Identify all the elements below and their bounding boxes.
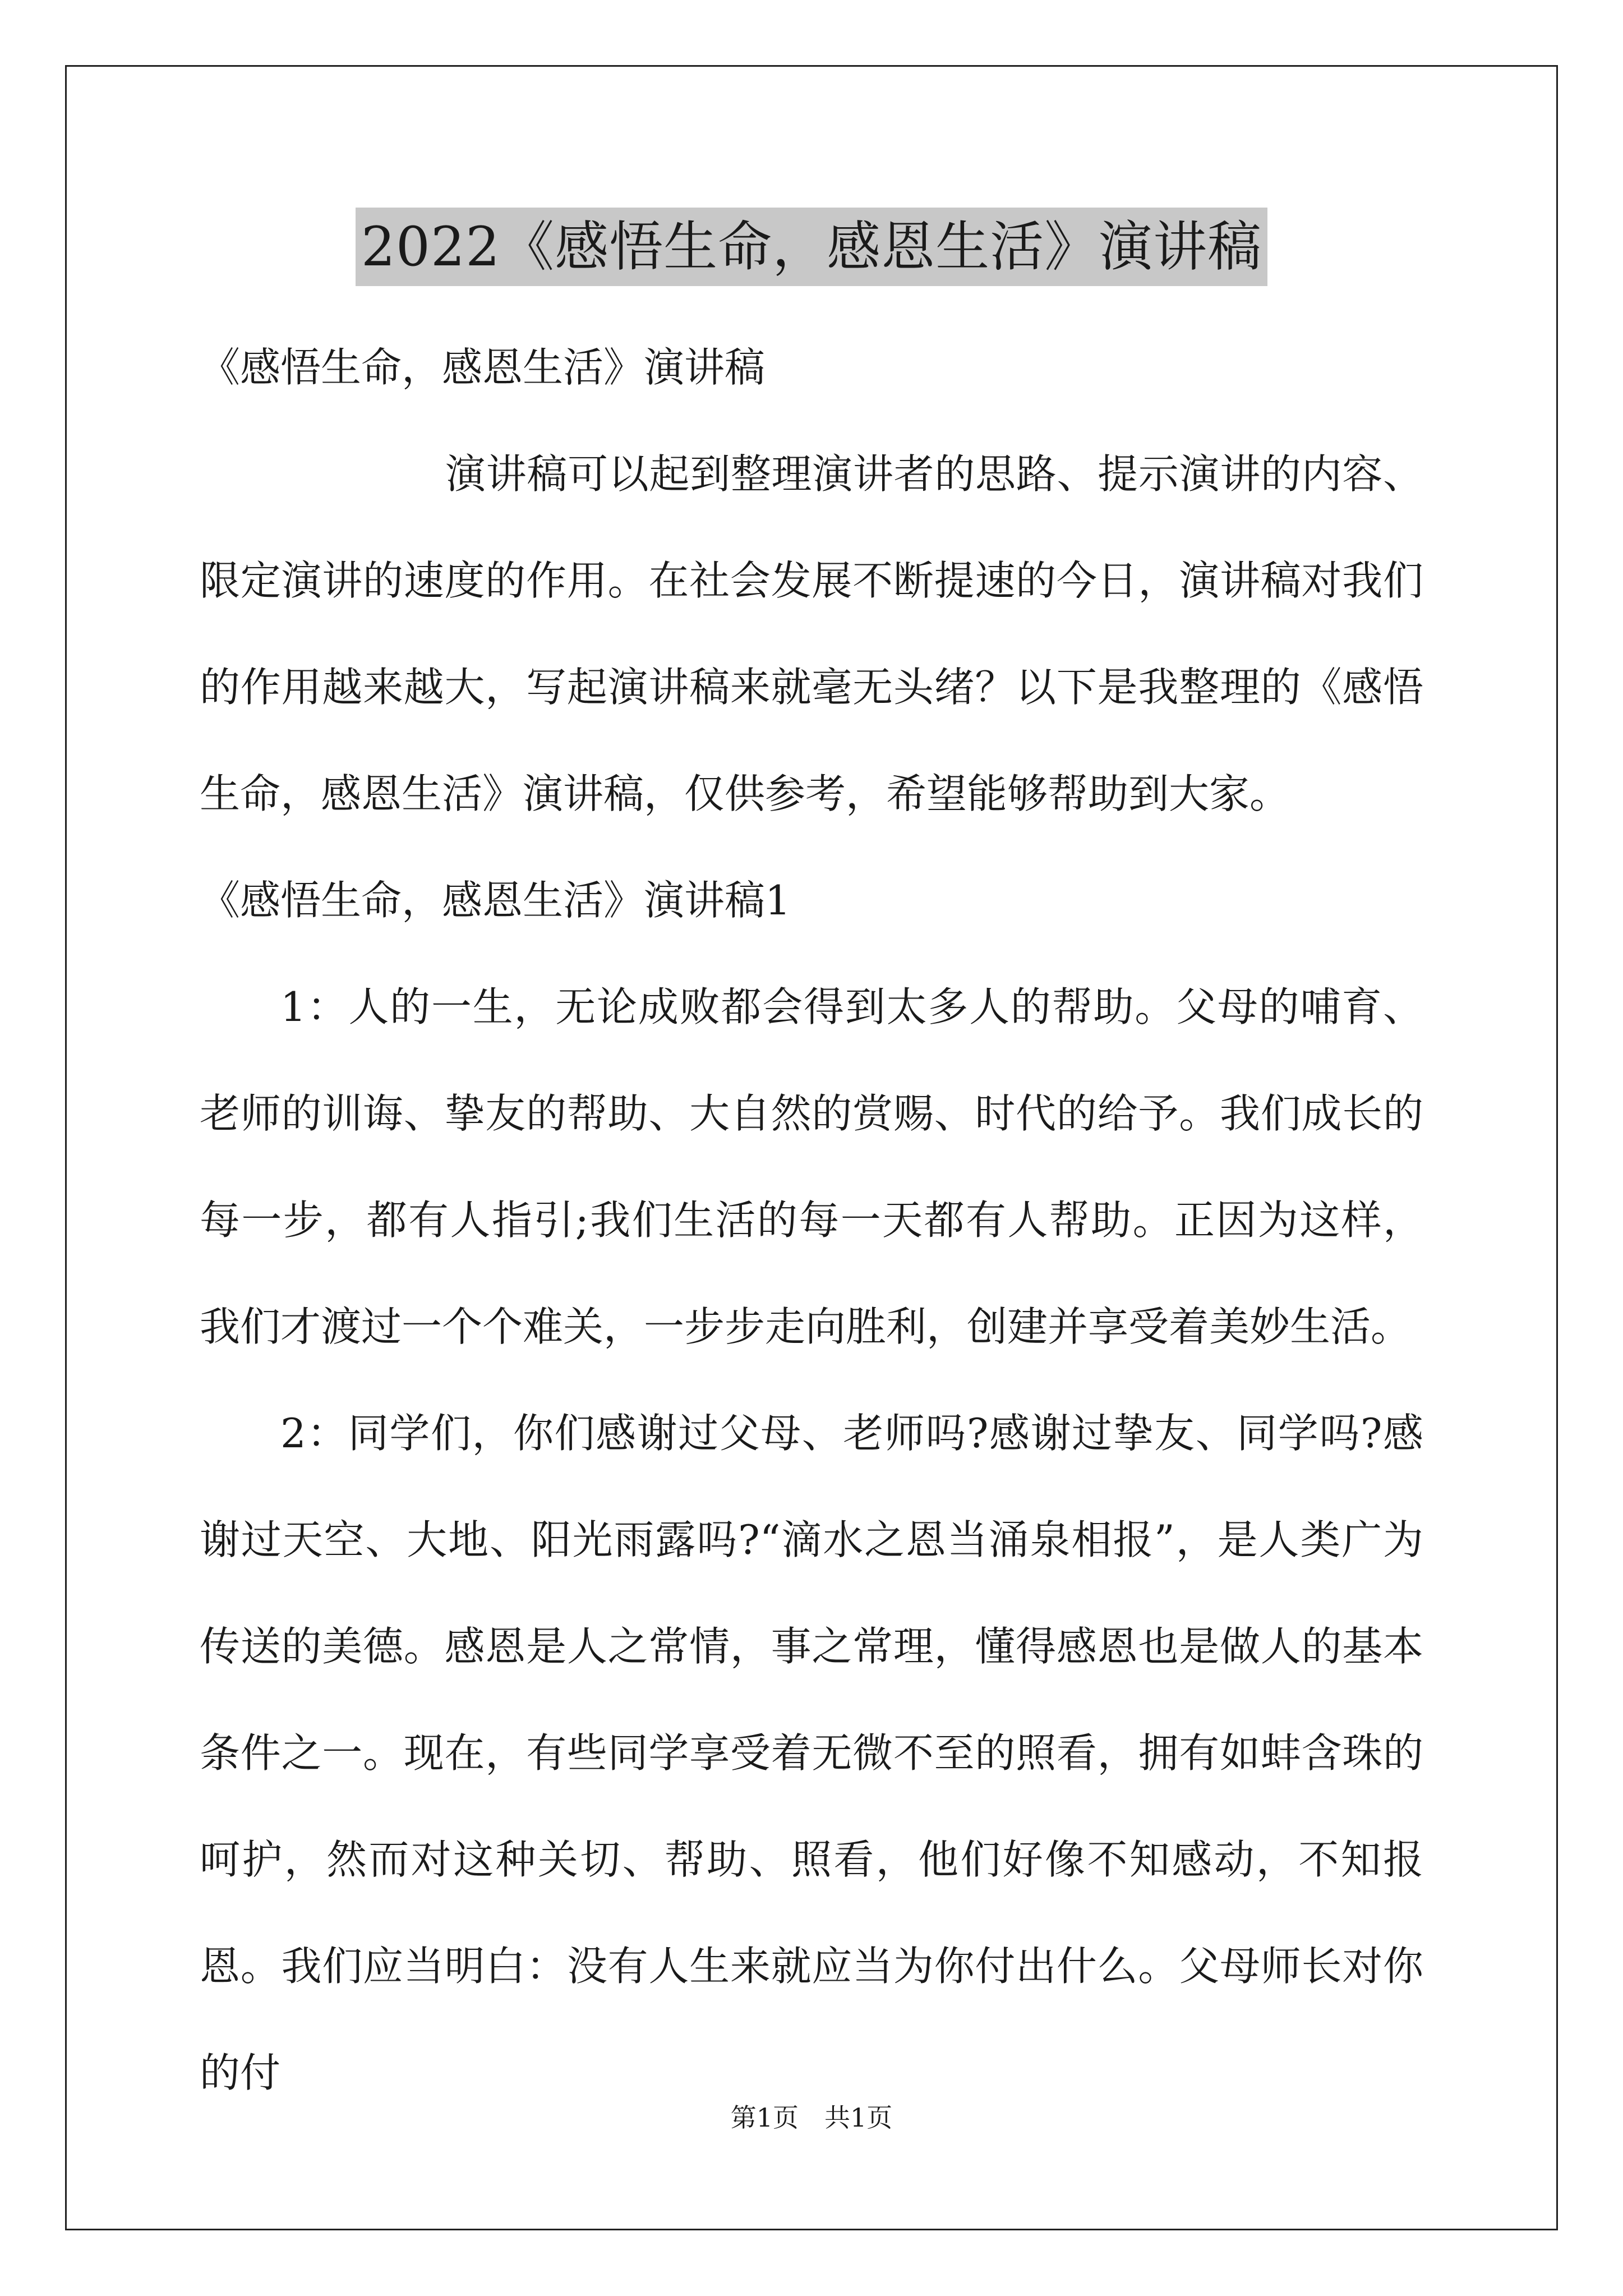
body-paragraph-1: 1：人的一生，无论成败都会得到太多人的帮助。父母的哺育、老师的训诲、挚友的帮助、大自然的赏赐、时代的给予。我们成长的每一步，都有人指引;我们生活的每一天都有人帮助。正因为这样，我们才渡过一个个难关，一步步走向胜利，创建并享受着美妙生活。 bbox=[200, 983, 1423, 1350]
page-footer: 第1页 共1页 bbox=[730, 2102, 893, 2133]
title-container bbox=[0, 208, 1623, 286]
subtitle-paragraph: 《感悟生命，感恩生活》演讲稿 bbox=[200, 344, 766, 391]
body-paragraph-2: 2：同学们，你们感谢过父母、老师吗?感谢过挚友、同学吗?感谢过天空、大地、阳光雨露吗?“滴水之恩当涌泉相报”，是人类广为传送的美德。感恩是人之常情，事之常理，懂得感恩也是做人的基本条件之一。现在，有些同学享受着无微不至的照看，拥有如蚌含珠的呵护，然而对这种关切、帮助、照看，他们好像不知感动，不知报恩。我们应当明白：没有人生来就应当为你付出什么。父母师长对你的付 bbox=[200, 1410, 1423, 2096]
document-title: 2022《感悟生命，感恩生活》演讲稿 bbox=[356, 208, 1267, 286]
section-heading: 《感悟生命，感恩生活》演讲稿1 bbox=[200, 877, 791, 924]
intro-paragraph: 演讲稿可以起到整理演讲者的思路、提示演讲的内容、限定演讲的速度的作用。在社会发展不断提速的今日，演讲稿对我们的作用越来越大，写起演讲稿来就毫无头绪？以下是我整理的《感悟生命，感恩生活》演讲稿，仅供参考，希望能够帮助到大家。 bbox=[200, 450, 1423, 817]
document-body bbox=[200, 314, 1423, 2126]
